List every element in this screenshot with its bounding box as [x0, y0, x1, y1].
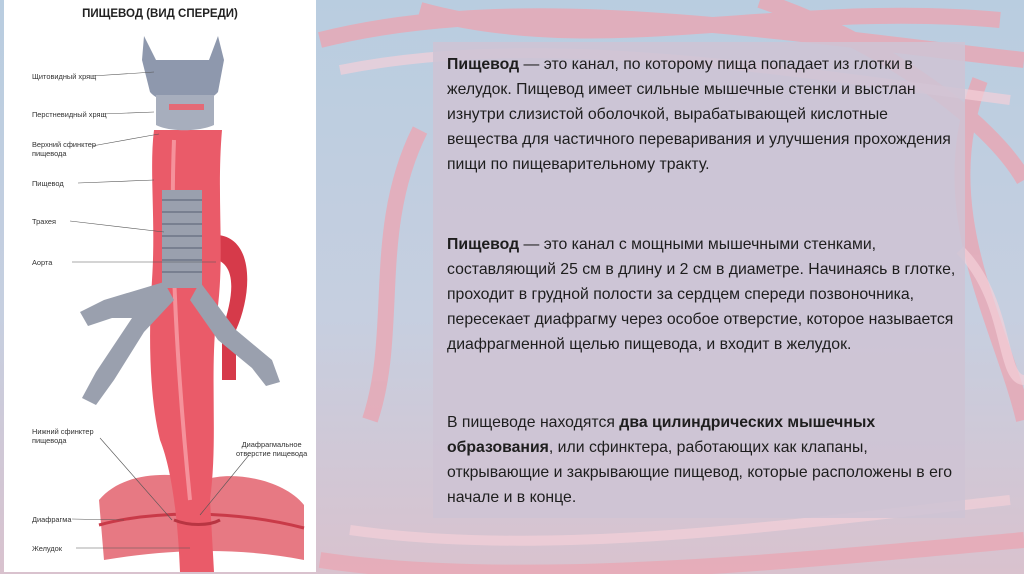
paragraph-1-term: Пищевод: [447, 56, 520, 73]
label-diaphragm-opening-line2: отверстие пищевода: [236, 449, 308, 458]
label-thyroid-cartilage: Щитовидный хрящ: [32, 72, 97, 81]
label-lower-sphincter-line2: пищевода: [32, 436, 67, 445]
label-diaphragm-opening: [236, 440, 307, 458]
paragraph-3-body: , или сфинктера, работающих как клапаны, открывающие и закрывающие пищевод, которые расположены в его начале и в конце.: [447, 439, 953, 506]
label-diaphragm-opening-line1: Диафрагмальное: [241, 440, 302, 449]
label-lower-sphincter-line1: Нижний сфинктер: [32, 427, 94, 436]
esophagus-figure-panel: [4, 0, 316, 572]
paragraph-2: [447, 232, 961, 357]
label-upper-sphincter-line1: Верхний сфинктер: [32, 140, 96, 149]
label-upper-sphincter-line2: пищевода: [32, 149, 67, 158]
paragraph-2-term: Пищевод: [447, 236, 520, 253]
description-text-panel: [433, 42, 965, 518]
label-esophagus: Пищевод: [32, 179, 64, 188]
paragraph-3: [447, 410, 961, 510]
paragraph-3-start: В пищеводе находятся: [447, 414, 620, 431]
label-aorta: Аорта: [32, 258, 53, 267]
label-stomach: Желудок: [32, 544, 63, 553]
label-upper-sphincter: [32, 140, 96, 158]
figure-title: ПИЩЕВОД (ВИД СПЕРЕДИ): [82, 8, 238, 20]
paragraph-3-term: два цилиндрических мышечных образования: [447, 414, 876, 456]
paragraph-1: [447, 52, 961, 177]
label-trachea: Трахея: [32, 217, 57, 226]
label-lower-sphincter: [32, 427, 94, 445]
label-diaphragm: Диафрагма: [32, 515, 72, 524]
paragraph-1-body: — это канал, по которому пища попадает из глотки в желудок. Пищевод имеет сильные мышечные стенки и выстлан изнутри слизистой оболочкой, вырабатывающей кислотные вещества для частичного переваривания и улучшения прохождения пищи по пищеварительному тракту.: [447, 56, 951, 173]
paragraph-2-body: — это канал с мощными мышечными стенками, составляющий 25 см в длину и 2 см в диаметре. Начинаясь в глотке, проходит в грудной полости за сердцем спереди позвоночника, пересекает диафрагму через особое отверстие, которое называется диафрагменной щелью пищевода, и входит в желудок.: [447, 236, 956, 353]
label-cricoid-cartilage: Перстневидный хрящ: [32, 110, 107, 119]
esophagus-anatomy-illustration: [4, 0, 316, 572]
